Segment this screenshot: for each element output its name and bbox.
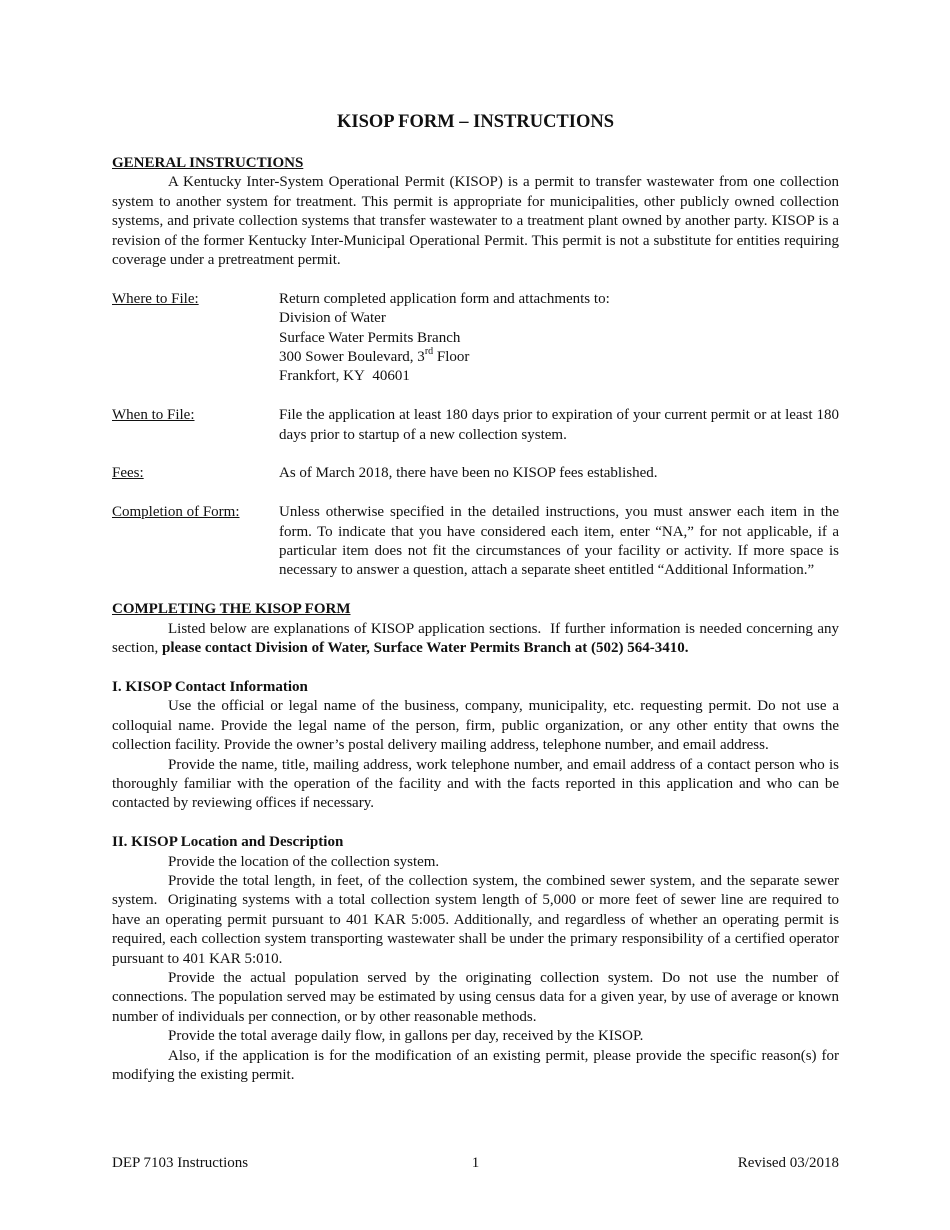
section-1-paragraph-1: Use the official or legal name of the business, company, municipality, etc. requesting permit. Do not use a colloquial name. Provide the legal name of the person, firm, public organization, or any other entity that owns the collection facility. Provide the owner’s postal delivery mailing address, telephone number, and email address. [112,698,839,754]
completing-section [112,600,839,658]
where-line-4-street: 300 Sower Boulevard, 3 [279,349,425,366]
where-line-1: Return completed application form and attachments to: [279,290,610,307]
completing-paragraph [112,620,839,659]
where-to-file-label: Where to File: [112,290,199,307]
section-2-paragraph-4: Provide the total average daily flow, in gallons per day, received by the KISOP. [168,1028,644,1045]
completing-text: Listed below are explanations of KISOP application sections. If further information is needed concerning any section, [112,620,839,657]
general-intro-paragraph: A Kentucky Inter-System Operational Permit (KISOP) is a permit to transfer wastewater from one collection system to another system for treatment. This permit is appropriate for municipalities, other publicly owned collection systems, and private collection systems that transfer wastewater to a treatment plant owned by another party. KISOP is a revision of the former Kentucky Inter-Municipal Operational Permit. This permit is not a substitute for entities requiring coverage under a pretreatment permit. [112,174,839,269]
completing-heading: COMPLETING THE KISOP FORM [112,601,351,618]
where-line-4-floor: Floor [433,349,470,366]
fees-label: Fees: [112,465,144,482]
document-page [112,110,839,1085]
footer-revision-date: Revised 03/2018 [737,1155,839,1171]
section-1-heading: I. KISOP Contact Information [112,678,308,695]
fees-row [112,464,839,483]
footer-page-number: 1 [471,1155,480,1171]
section-1-paragraph-2: Provide the name, title, mailing address, work telephone number, and email address of a contact person who is thoroughly familiar with the operation of the facility and with the facts reported in this application and who can be contacted by reviewing offices if necessary. [112,756,839,812]
when-to-file-row [112,406,839,445]
filing-details [112,290,839,581]
page-title: KISOP FORM – INSTRUCTIONS [336,112,615,132]
location-description-section [112,833,839,1085]
where-line-5: Frankfort, KY 40601 [279,368,410,385]
when-to-file-label: When to File: [112,407,195,424]
contact-information-section [112,678,839,814]
completion-text: Unless otherwise specified in the detailed instructions, you must answer each item in the form. To indicate that you have considered each item, enter “NA,” for not applicable, if a particular item does not fit the circumstances of your facility or activity. If more space is necessary to answer a question, attach a separate sheet entitled “Additional Information.” [279,504,839,579]
when-to-file-text: File the application at least 180 days prior to expiration of your current permit or at least 180 days prior to startup of a new collection system. [279,407,839,443]
completion-row [112,503,839,581]
footer-form-number: DEP 7103 Instructions [112,1155,249,1171]
general-instructions-section [112,154,839,581]
where-line-4-ordinal: rd [424,346,434,358]
section-2-paragraph-3: Provide the actual population served by the originating collection system. Do not use the number of connections. The population served may be estimated by using census data for a given year, by use of average or known number of individuals per connection, or by other reasonable methods. [112,969,839,1025]
contact-phone-text: please contact Division of Water, Surface Water Permits Branch at (502) 564-3410. [162,640,689,657]
where-line-4 [279,348,839,367]
section-2-paragraph-5: Also, if the application is for the modification of an existing permit, please provide the specific reason(s) for modifying the existing permit. [112,1047,839,1083]
section-2-paragraph-2: Provide the total length, in feet, of the collection system, the combined sewer system, and the separate sewer system. Originating systems with a total collection system length of 5,000 or more feet of sewer line are required to have an operating permit pursuant to 401 KAR 5:005. Additionally, and regardless of whether an operating permit is required, each collection system transporting wastewater shall be under the primary responsibility of a certified operator pursuant to 401 KAR 5:010. [112,872,839,967]
section-2-heading: II. KISOP Location and Description [112,834,344,851]
section-2-paragraph-1: Provide the location of the collection system. [168,853,440,870]
where-to-file-address [279,290,839,387]
completion-label: Completion of Form: [112,504,240,521]
fees-text: As of March 2018, there have been no KISOP fees established. [279,465,658,482]
where-line-2: Division of Water [279,310,386,327]
general-instructions-heading: GENERAL INSTRUCTIONS [112,155,304,171]
page-footer [112,1154,839,1173]
where-line-3: Surface Water Permits Branch [279,329,461,346]
where-to-file-row [112,290,839,387]
